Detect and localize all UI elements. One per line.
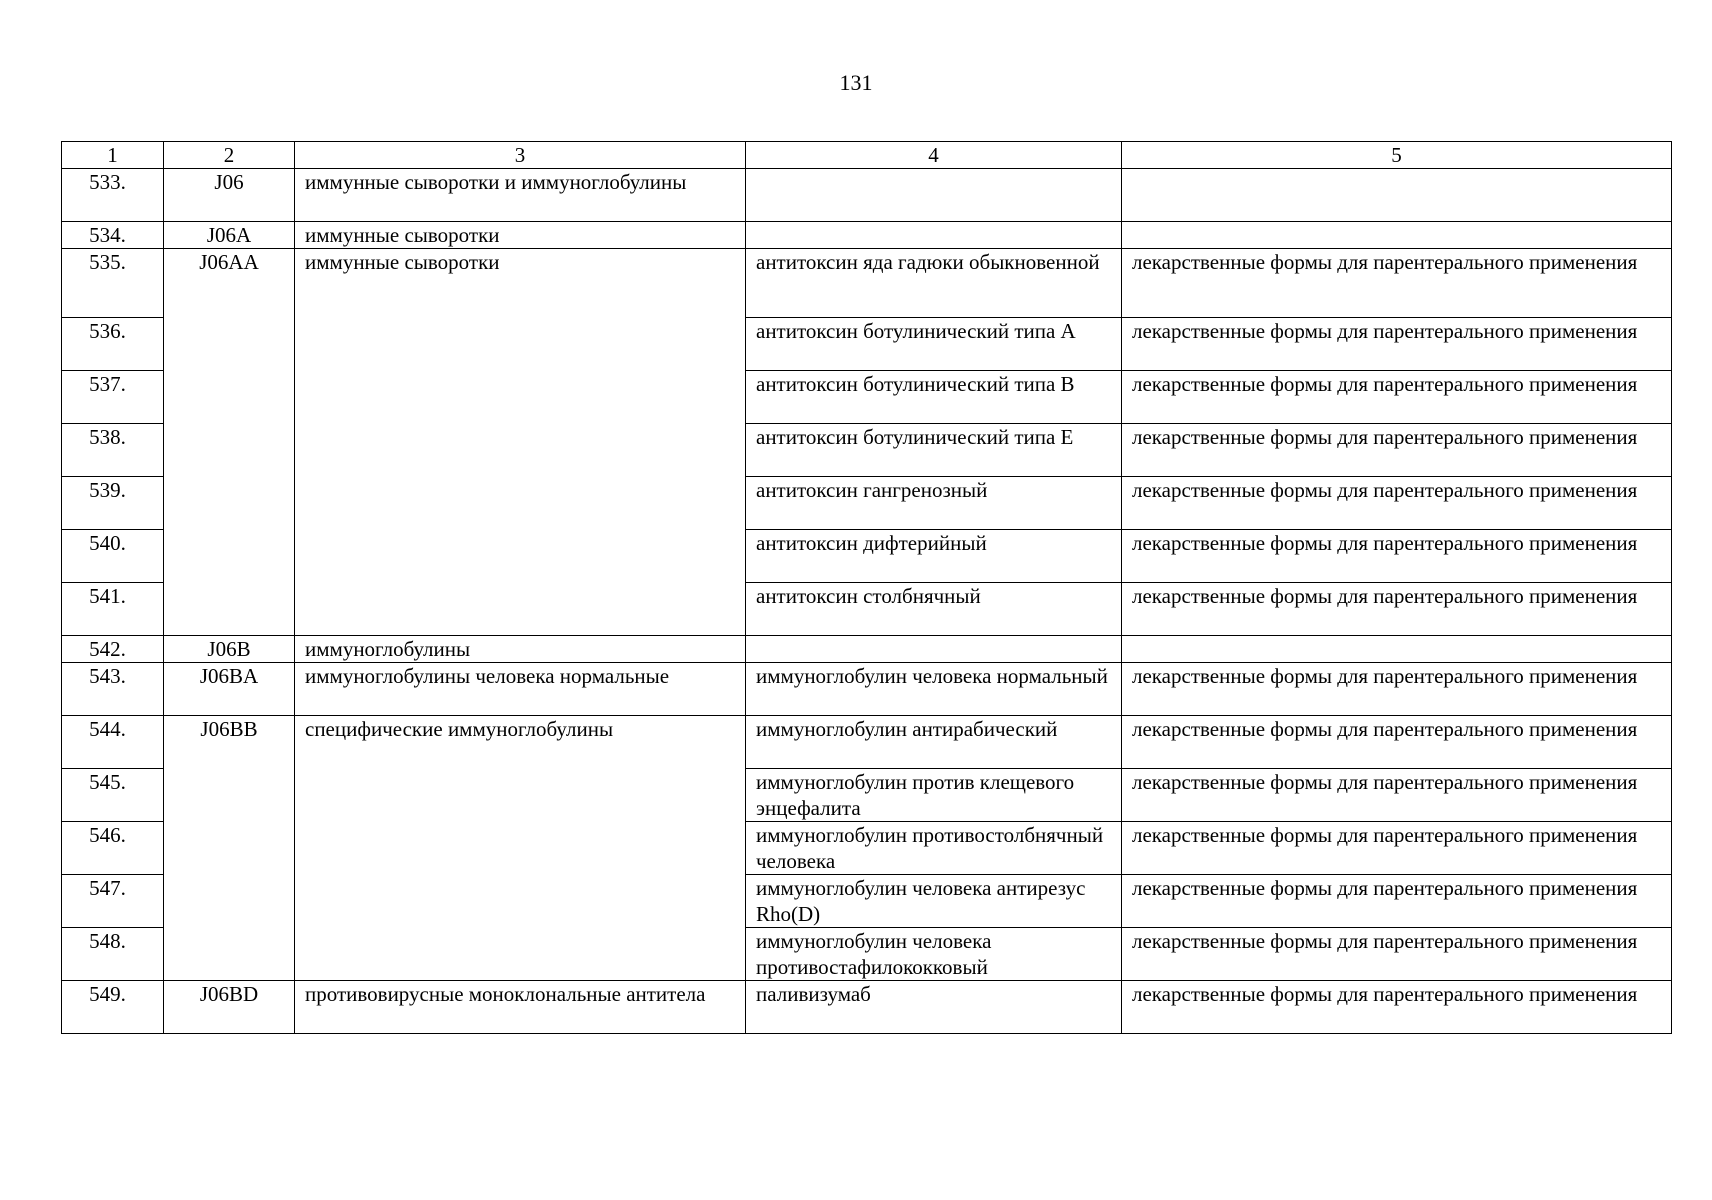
table-row xyxy=(62,636,1672,663)
atc-code: J06AA xyxy=(164,249,295,636)
dosage-form: лекарственные формы для парентерального применения xyxy=(1122,716,1672,769)
drug-name: иммуноглобулин противостолбнячный человека xyxy=(746,822,1122,875)
table-row xyxy=(62,169,1672,222)
drug-name: антитоксин ботулинический типа В xyxy=(746,371,1122,424)
row-number: 536. xyxy=(62,318,164,371)
table-row xyxy=(62,981,1672,1034)
row-number: 534. xyxy=(62,222,164,249)
drug-name: антитоксин ботулинический типа А xyxy=(746,318,1122,371)
group-name: противовирусные моноклональные антитела xyxy=(295,981,746,1034)
row-number: 538. xyxy=(62,424,164,477)
header-cell: 2 xyxy=(164,142,295,169)
dosage-form: лекарственные формы для парентерального применения xyxy=(1122,875,1672,928)
row-number: 543. xyxy=(62,663,164,716)
row-number: 542. xyxy=(62,636,164,663)
dosage-form xyxy=(1122,636,1672,663)
table-row xyxy=(62,249,1672,318)
row-number: 545. xyxy=(62,769,164,822)
drug-name xyxy=(746,169,1122,222)
drug-name: антитоксин яда гадюки обыкновенной xyxy=(746,249,1122,318)
group-name: иммунные сыворотки xyxy=(295,222,746,249)
row-number: 548. xyxy=(62,928,164,981)
row-number: 549. xyxy=(62,981,164,1034)
dosage-form: лекарственные формы для парентерального применения xyxy=(1122,981,1672,1034)
drug-name: иммуноглобулин антирабический xyxy=(746,716,1122,769)
drug-name: иммуноглобулин человека противостафилококковый xyxy=(746,928,1122,981)
atc-code: J06B xyxy=(164,636,295,663)
atc-code: J06BA xyxy=(164,663,295,716)
drug-name: антитоксин дифтерийный xyxy=(746,530,1122,583)
row-number: 547. xyxy=(62,875,164,928)
drug-name: паливизумаб xyxy=(746,981,1122,1034)
table-row xyxy=(62,716,1672,769)
drug-name: иммуноглобулин против клещевого энцефалита xyxy=(746,769,1122,822)
group-name: иммуноглобулины xyxy=(295,636,746,663)
header-cell: 3 xyxy=(295,142,746,169)
dosage-form: лекарственные формы для парентерального применения xyxy=(1122,583,1672,636)
row-number: 544. xyxy=(62,716,164,769)
atc-code: J06BB xyxy=(164,716,295,981)
dosage-form: лекарственные формы для парентерального применения xyxy=(1122,663,1672,716)
dosage-form: лекарственные формы для парентерального применения xyxy=(1122,318,1672,371)
drug-name: иммуноглобулин человека нормальный xyxy=(746,663,1122,716)
table-header-row xyxy=(62,142,1672,169)
atc-code: J06 xyxy=(164,169,295,222)
table-row xyxy=(62,663,1672,716)
dosage-form xyxy=(1122,222,1672,249)
atc-code: J06BD xyxy=(164,981,295,1034)
header-cell: 4 xyxy=(746,142,1122,169)
row-number: 537. xyxy=(62,371,164,424)
drug-name xyxy=(746,636,1122,663)
drug-name: антитоксин ботулинический типа Е xyxy=(746,424,1122,477)
drug-name: иммуноглобулин человека антирезус Rho(D) xyxy=(746,875,1122,928)
drug-name xyxy=(746,222,1122,249)
table-row xyxy=(62,222,1672,249)
row-number: 539. xyxy=(62,477,164,530)
dosage-form: лекарственные формы для парентерального применения xyxy=(1122,424,1672,477)
dosage-form: лекарственные формы для парентерального применения xyxy=(1122,530,1672,583)
group-name: специфические иммуноглобулины xyxy=(295,716,746,981)
row-number: 535. xyxy=(62,249,164,318)
dosage-form: лекарственные формы для парентерального применения xyxy=(1122,822,1672,875)
dosage-form: лекарственные формы для парентерального применения xyxy=(1122,477,1672,530)
row-number: 540. xyxy=(62,530,164,583)
drug-name: антитоксин столбнячный xyxy=(746,583,1122,636)
dosage-form: лекарственные формы для парентерального применения xyxy=(1122,371,1672,424)
row-number: 546. xyxy=(62,822,164,875)
row-number: 533. xyxy=(62,169,164,222)
row-number: 541. xyxy=(62,583,164,636)
header-cell: 1 xyxy=(62,142,164,169)
group-name: иммуноглобулины человека нормальные xyxy=(295,663,746,716)
dosage-form: лекарственные формы для парентерального применения xyxy=(1122,928,1672,981)
dosage-form: лекарственные формы для парентерального применения xyxy=(1122,249,1672,318)
page-number: 131 xyxy=(839,70,873,95)
group-name: иммунные сыворотки и иммуноглобулины xyxy=(295,169,746,222)
header-cell: 5 xyxy=(1122,142,1672,169)
drug-name: антитоксин гангренозный xyxy=(746,477,1122,530)
dosage-form: лекарственные формы для парентерального применения xyxy=(1122,769,1672,822)
atc-code: J06A xyxy=(164,222,295,249)
drug-table xyxy=(61,141,1672,1034)
dosage-form xyxy=(1122,169,1672,222)
group-name: иммунные сыворотки xyxy=(295,249,746,636)
